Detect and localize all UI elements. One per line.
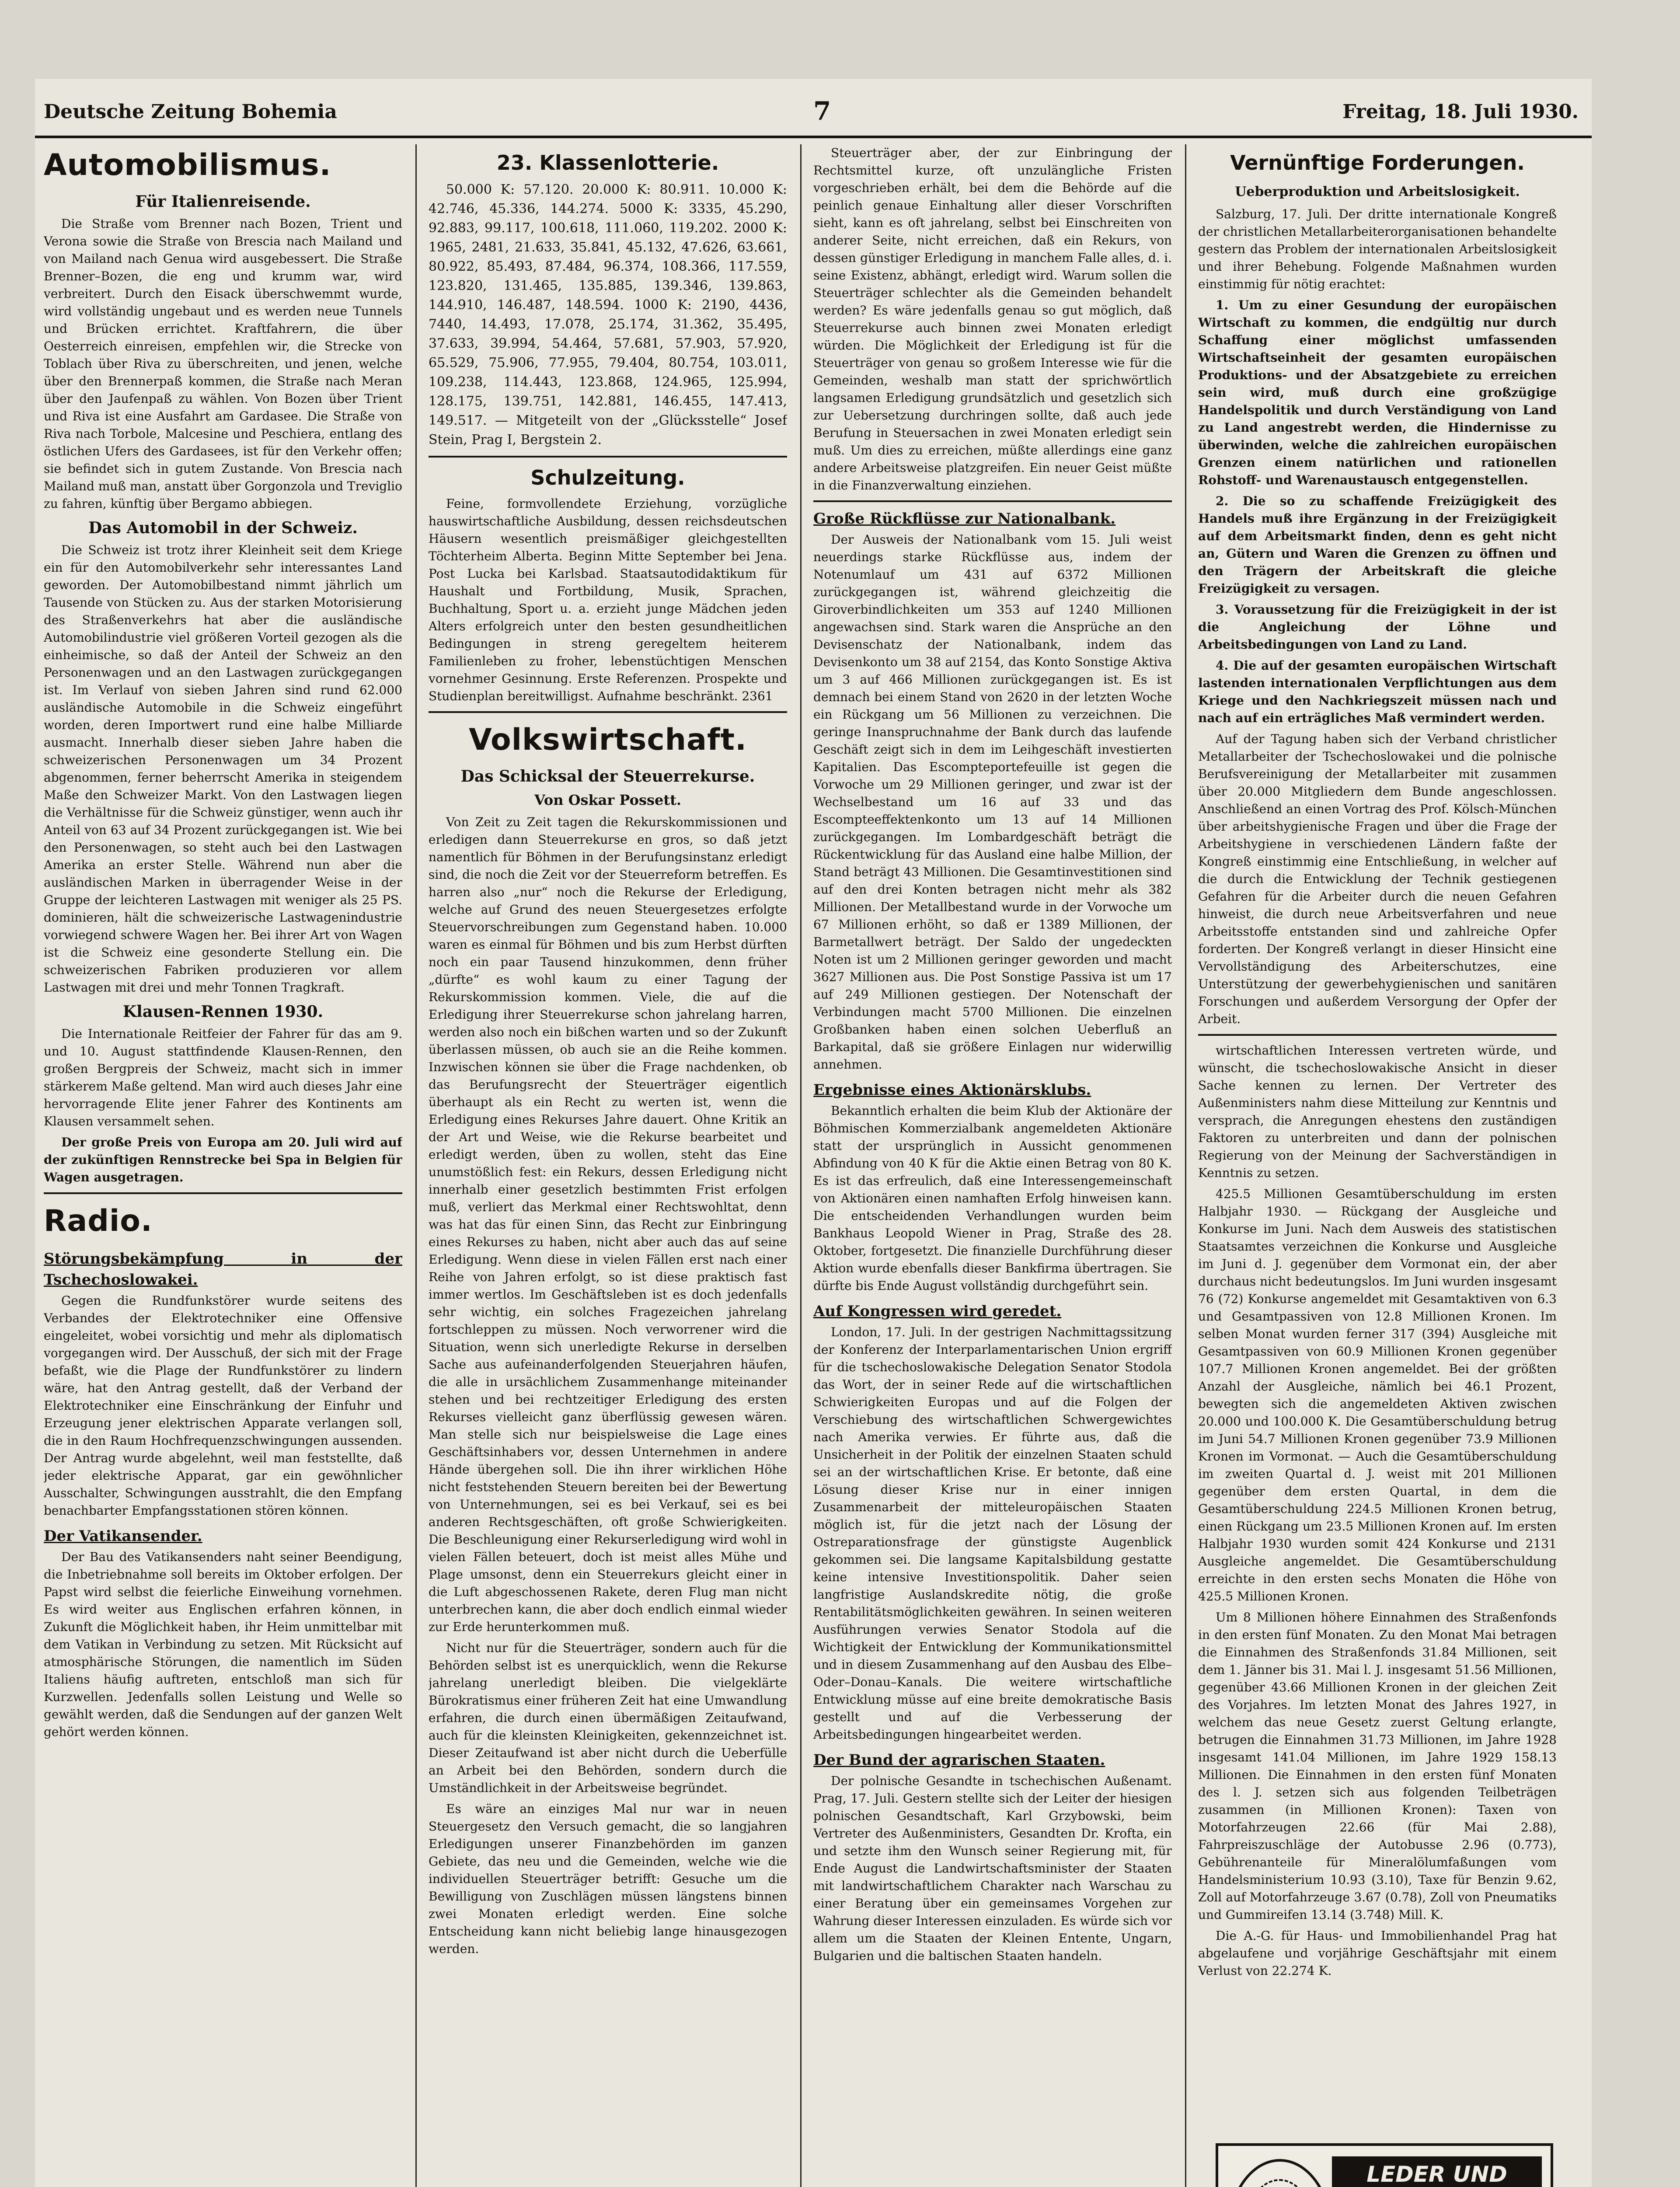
article-heading: Klausen-Rennen 1930. — [122, 1003, 324, 1021]
article-text: Von Zeit zu Zeit tagen die Rekurskommissionen und erledigen dann Steuerrekurse en gros, so daß jetzt namentlich für Böhmen in der Berufungsinstanz erledigt sind, die noch die Zeit vor der Steuerreform betreffen. Es harren also „nur“ noch die Rekurse der Erledigung, welche auf Grund des neuen Steuergesetzes erfolgte Steuervorschreibungen zum Gegenstand haben. 10.000 waren es einmal für Böhmen und bis zum Herbst dürften noch ein paar Tausend hinzukommen, denn früher „dürfte“ es wohl kaum zu einer Tagung der Rekurskommission kommen. Viele, die auf die Erledigung ihrer Steuerrekurse schon jahrelang harren, werden also noch ein bißchen warten und so der Zukunft überlassen müssen, ob auch sie an die Reihe kommen. Inzwischen können sie über die Frage nachdenken, ob das Berufungsrecht der Steuerträger eigentlich überhaupt als ein Recht zu werten ist, wenn die Erledigung eines Rekurses Jahre dauert. Ohne Kritik an der Art und Weise, wie die Rekurse bearbeitet und erledigt werden, üben zu wollen, steht das Eine unumstößlich fest: ein Rekurs, dessen Erledigung nicht innerhalb einer gesetzlich bestimmten Frist erfolgen muß, verliert das Merkmal einer Rechtswohltat, denn was hat das für einen Sinn, das Recht zur Einbringung eines Rekurses zu haben, nicht aber auch das auf seine Erledigung. Wenn diese in vielen Fällen erst nach einer Reihe von Jahren erfolgt, so ist diese praktisch fast immer wertlos. Im Geschäftsleben ist es doch jedenfalls sehr wichtig, ein solches Fragezeichen jahrelang fortschleppen zu müssen. Noch verworrener wird die Situation, wenn sich unerledigte Rekurse in derselben Sache aus aufeinanderfolgenden Steuerjahren häufen, die alle in ursächlichem Zusammenhange miteinander stehen und bei rechtzeitiger Erledigung des ersten Rekurses vielleicht ganz überflüssig gewesen wären. Man stelle sich nur beispielsweise die Lage eines Geschäftsinhabers vor, dessen Unternehmen in andere Hände übergehen soll. Die ihn ihrer wirklichen Höhe nicht feststehenden Steuern bereiten bei der Bewertung von Unternehmungen, sei es bei Verkauf, sei es bei anderen Rechtsgeschäften, oft große Schwierigkeiten. Die Beschleunigung einer Rekurserledigung wird wohl in vielen Fällen beteuert, doch ist meist alles Mühe und Plage umsonst, denn ein Steuerrekurs gleicht einer in die Luft abgeschossenen Rakete, deren Flug man nicht unterbrechen kann, die aber doch endlich einmal wieder zur Erde herunterkommen muß. — [429, 815, 787, 1634]
column-rule — [415, 144, 417, 2187]
article-text: London, 17. Juli. In der gestrigen Nachmittagssitzung der Konferenz der Interparlamentarischen Union ergriff für die tschechoslowakische Delegation Senator Stodola das Wort, der in seiner Rede auf die wirtschaftlichen Schwierigkeiten Europas und auf die Folgen der Verschiebung des wirtschaftlichen Schwergewichtes nach Amerika verwies. Er führte aus, daß die Unsicherheit in der Politik der einzelnen Staaten schuld sei an der wirtschaftlichen Krise. Er betonte, daß eine Lösung dieser Krise nur in einer innigen Zusammenarbeit der mitteleuropäischen Staaten möglich ist, für die jetzt nach der Lösung der Ostreparationsfrage der günstigste Augenblick gekommen sei. Die langsame Kapitalsbildung gestatte keine intensive Investitionspolitik. Daher seien langfristige Auslandskredite nötig, die große Rentabilitätsmöglichkeiten gewähren. In seinen weiteren Ausführungen verwies Senator Stodola auf die Wichtigkeit der Entwicklung der Kommunikationsmittel und in diesem Zusammenhang auf den Ausbau des Elbe–Oder–Donau–Kanals. Die weitere wirtschaftliche Entwicklung müsse auf eine breite demokratische Basis gestellt und auf die Verbesserung der Arbeitsbedingungen hingearbeitet werden. — [813, 1325, 1172, 1742]
column-2 — [429, 144, 787, 2187]
issue-date: Freitag, 18. Juli 1930. — [1342, 101, 1579, 123]
section-divider — [813, 500, 1172, 502]
article-heading: Das Schicksal der Steuerrekurse. — [460, 767, 755, 786]
running-header — [35, 96, 1592, 131]
article-heading: Der Bund der agrarischen Staaten. — [813, 1751, 1105, 1769]
article-text: Die Internationale Reitfeier der Fahrer für das am 9. und 10. August stattfindende Klausen-Rennen, den großen Bergpreis der Schweiz, macht sich in immer stärkerem Maße geltend. Man wird auch dieses Jahr eine hervorragende Elite jener Fahrer des Kontinents am Klausen versammelt sehen. — [44, 1027, 402, 1128]
article-text: Der polnische Gesandte in tschechischen Außenamt. Prag, 17. Juli. Gestern stellte sich der Leiter der hiesigen polnischen Gesandtschaft, Karl Grzybowski, beim Vertreter des Außenministers, Gesandten Dr. Krofta, ein und setzte ihm den Wunsch seiner Regierung mit, für Ende August die Landwirtschaftsminister der Staaten mit landwirtschaftlichem Charakter nach Warschau zu einer Beratung über ein gemeinsames Vorgehen zur Wahrung dieser Interessen einzuladen. Es würde sich vor allem um die Staaten der Kleinen Entente, Ungarn, Bulgarien und die baltischen Staaten handeln. — [813, 1774, 1172, 1963]
section-title-automobilismus: Automobilismus. — [44, 148, 331, 182]
column-rule — [800, 144, 802, 2187]
page-number: 7 — [813, 96, 831, 126]
section-title-radio: Radio. — [44, 1204, 153, 1238]
masthead-name: Deutsche Zeitung Bohemia — [44, 101, 337, 123]
demand-point: 3. Voraussetzung für die Freizügigkeit in der ist die Angleichung der Löhne und Arbeitsbedingungen von Land zu Land. — [1198, 602, 1557, 652]
article-text: Bekanntlich erhalten die beim Klub der Aktionäre der Böhmischen Kommerzialbank angemeldeten Aktionäre statt der ursprünglich in Aussicht genommenen Abfindung von 40 K für die Aktie einen Betrag von 80 K. Es ist das erfreulich, daß eine Interessengemeinschaft von Aktionären einen namhaften Erfolg hinweisen kann. Die entscheidenden Verhandlungen wurden beim Bankhaus Leopold Wiener in Prag, Straße des 28. Oktober, fortgesetzt. Die finanzielle Durchführung dieser Aktion wurde ebenfalls dieser Bankfirma übertragen. Sie dürfte bis Ende August vollständig durchgeführt sein. — [813, 1104, 1172, 1293]
article-text: Die Schweiz ist trotz ihrer Kleinheit seit dem Kriege ein für den Automobilverkehr sehr interessantes Land geworden. Der Automobilbestand nimmt jährlich um Tausende von Stücken zu. Aus der starken Motorisierung des Straßenverkehrs hat aber die ausländische Automobilindustrie viel größeren Vorteil gezogen als die einheimische, so daß der Anteil der Schweiz an den Personenwagen und an den Lastwagen zurückgegangen ist. Im Verlauf von sieben Jahren sind rund 62.000 ausländische Automobile in die Schweiz eingeführt worden, deren Importwert rund eine halbe Milliarde ausmacht. Innerhalb dieser sieben Jahre haben die schweizerischen Personenwagen um 34 Prozent abgenommen, ferner beherrscht Amerika in steigendem Maße den Schweizer Markt. Von den Lastwagen liegen die Verhältnisse für die Schweiz günstiger, wenn auch ihr Anteil von 63 auf 34 Prozent zurückgegangen ist. Wie bei den Personenwagen, so steht auch bei den Lastwagen Amerika an erster Stelle. Während nun aber die ausländischen Marken in überragender Weise in der Gruppe der leichteren Lastwagen mit weniger als 25 PS. dominieren, hält die schweizerische Lastwagenindustrie vorwiegend schwere Wagen her. Bei ihrer Art von Wagen ist die Schweiz eine gesonderte Stellung ein. Die schweizerischen Fabriken produzieren vor allem Lastwagen mit drei und mehr Tonnen Tragkraft. — [44, 543, 402, 995]
school-advertisement: Feine, formvollendete Erziehung, vorzügliche hauswirtschaftliche Ausbildung, dessen reichsdeutschen Häusern wesentlich preismäßiger gleichgestellten Töchterheim Alberta. Beginn Mitte September bei Jena. Post Lucka bei Karlsbad. Staatsautodidaktikum für Haushalt und Fortbildung, Musik, Sprachen, Buchhaltung, Sport u. a. erzieht junge Mädchen jeden Alters erfolgreich unter den besten gesundheitlichen Bedingungen in streng geregeltem heiterem Familienleben zu froher, lebenstüchtigen Menschen vornehmer Gesinnung. Erste Referenzen. Prospekte und Studienplan bereitwilligst. Aufnahme beschränkt. 2361 — [429, 496, 787, 703]
article-text: Die A.-G. für Haus- und Immobilienhandel Prag hat abgelaufene und vorjährige Geschäftsjahr mit einem Verlust von 22.274 K. — [1198, 1928, 1557, 1978]
article-heading: Ergebnisse eines Aktionärsklubs. — [813, 1081, 1091, 1099]
column-4 — [1198, 144, 1557, 2130]
section-divider — [1198, 1034, 1557, 1036]
section-title-schulzeitung: Schulzeitung. — [530, 466, 685, 489]
ad-line: LEDER UND — [1332, 2156, 1542, 2187]
section-divider — [44, 1192, 402, 1194]
header-rule — [35, 136, 1592, 138]
article-heading: Störungsbekämpfung in der Tschechoslowakei. — [44, 1250, 402, 1289]
article-text: Um 8 Millionen höhere Einnahmen des Straßenfonds in den ersten fünf Monaten. Zu den Monat Mai betragen die Einnahmen des Straßenfonds 31.84 Millionen, seit dem 1. Jänner bis 31. Mai l. J. insgesamt 51.56 Millionen, gegenüber 43.66 Millionen Kronen in der gleichen Zeit des Vorjahres. Im letzten Monat des Jahres 1927, in welchem das neue Gesetz zuerst Geltung erlangte, betrugen die Einnahmen 31.73 Millionen, im Jahre 1928 insgesamt 141.04 Millionen, im Jahre 1929 158.13 Millionen. Die Einnahmen in den ersten fünf Monaten des l. J. setzen sich aus folgenden Teilbeträgen zusammen (in Millionen Kronen): Taxen von Motorfahrzeugen 22.66 (für Mai 2.88), Fahrpreiszuschläge der Autobusse 2.96 (0.773), Gebührenanteile für Mineralölumfaßungen vom Handelsministerium 10.93 (3.10), Taxe für Benzin 9.62, Zoll auf Motorfahrzeuge 3.67 (0.78), Zoll von Pneumatiks und Gummireifen 13.14 (3.748) Mill. K. — [1198, 1610, 1557, 1922]
column-1 — [44, 144, 402, 2187]
article-heading: Für Italienreisende. — [135, 192, 311, 211]
article-title: Vernünftige Forderungen. — [1230, 151, 1525, 175]
company-logo — [1227, 2159, 1333, 2187]
section-title-lottery: 23. Klassenlotterie. — [496, 151, 719, 175]
leather-belt-advertisement — [1216, 2143, 1553, 2187]
article-text: Nicht nur für die Steuerträger, sondern auch für die Behörden selbst ist es unerquicklich, wenn die Rekurse jahrelang unerledigt bleiben. Die vielgeklärte Bürokratismus einer früheren Zeit hat eine Umwandlung erfahren, die durch einen übermäßigen Zeitaufwand, auch für die kleinsten Kleinigkeiten, gekennzeichnet ist. Dieser Zeitaufwand ist aber nicht durch die Ueberfülle an Arbeit bei den Behörden, sondern durch die Umständlichkeit in der Arbeitsweise begründet. — [429, 1641, 787, 1795]
article-heading: Auf Kongressen wird geredet. — [813, 1303, 1062, 1320]
article-text: Der Bau des Vatikansenders naht seiner Beendigung, die Inbetriebnahme soll bereits im Oktober erfolgen. Der Papst wird selbst die feierliche Einweihung vornehmen. Es wird weiter aus Englischen erfahren können, in Zukunft die Möglichkeit haben, ihr Heim unmittelbar mit dem Vatikan in Verbindung zu setzen. Mit Rücksicht auf atmosphärische Störungen, die namentlich im Süden Italiens häufig auftreten, entschloß man sich für Kurzwellen. Jedenfalls sollen Leistung und Welle so gewählt werden, daß die Sendungen auf der ganzen Welt gehört werden können. — [44, 1550, 402, 1739]
demand-point: 2. Die so zu schaffende Freizügigkeit des Handels muß ihre Ergänzung in der Freizügigkeit auf dem Arbeitsmarkt finden, denn es geht nicht an, Gütern und Waren die Grenzen zu öffnen und den Trägern der Arbeitskraft die gleiche Freizügigkeit zu versagen. — [1198, 494, 1557, 596]
section-divider — [429, 456, 787, 458]
article-text: 425.5 Millionen Gesamtüberschuldung im ersten Halbjahr 1930. — Rückgang der Ausgleiche und Konkurse im Juni. Nach dem Ausweis des statistischen Staatsamtes verzeichnen die Konkurse und Ausgleiche im Juni d. J. gegenüber dem Vormonat ein, der aber durchaus nicht bedeutungslos. Im Juni wurden insgesamt 76 (72) Konkurse angemeldet mit Gesamtaktiven von 6.3 und Gesamtpassiven von 12.8 Millionen Kronen. Im selben Monat wurden ferner 317 (394) Ausgleiche mit Gesamtpassiven von 60.9 Millionen Kronen gegenüber 107.7 Millionen Kronen angemeldet. Bei der größten Anzahl der Ausgleiche, nämlich bei 46.1 Prozent, bewegten sich die angemeldeten Aktiven zwischen 20.000 und 100.000 K. Die Gesamtüberschuldung betrug im Juni 54.7 Millionen Kronen gegenüber 73.9 Millionen Kronen im Vormonat. — Auch die Gesamtüberschuldung im zweiten Quartal d. J. weist mit 201 Millionen gegenüber dem ersten Quartal, in dem die Gesamtüberschuldung 224.5 Millionen Kronen betrug, einen Rückgang um 23.5 Millionen Kronen auf. Im ersten Halbjahr 1930 wurden somit 424 Konkurse und 2131 Ausgleiche angemeldet. Die Gesamtüberschuldung erreichte in den ersten sechs Monaten die Höhe von 425.5 Millionen Kronen. — [1198, 1187, 1557, 1604]
article-text: Steuerträger aber, der zur Einbringung der Rechtsmittel kurze, oft unzulängliche Fristen vorgeschrieben erhält, bei dem die Behörde auf die peinlich genaue Einhaltung aller dieser Vorschriften sieht, kann es oft jahrelang, selbst bei Einschreiten von anderer Seite, nicht erreichen, daß ein Rekurs, von dessen günstiger Erledigung in manchem Falle alles, d. i. seine Existenz, abhängt, erledigt wird. Warum sollen die Steuerträger schlechter als die Gemeinden behandelt werden? Es wäre jedenfalls genau so gut möglich, daß Steuerrekurse auch binnen zwei Monaten erledigt würden. Die Möglichkeit der Erledigung ist für die Steuerträger von genau so großem Interesse wie für die Gemeinden, weshalb man statt der sprichwörtlich langsamen Erledigung grundsätzlich und gesetzlich sich zur Uebersetzung durchringen sollte, daß auch jede Berufung in Steuersachen in zwei Monaten erledigt sein muß. Um dies zu erreichen, müßte allerdings eine ganz andere Arbeitsweise platzgreifen. Ein neuer Geist müßte in die Finanzverwaltung einziehen. — [813, 146, 1172, 493]
column-rule — [1185, 144, 1186, 2187]
article-text: wirtschaftlichen Interessen vertreten würde, und wünscht, die tschechoslowakische Ansicht in dieser Sache kennen zu lernen. Der Vertreter des Außenministers nahm diese Mitteilung zur Kenntnis und versprach, die Anregungen ehestens den zuständigen Faktoren zu unterbreiten und dann der polnischen Regierung von der Meinung der Sachverständigen in Kenntnis zu setzen. — [1198, 1043, 1557, 1180]
lottery-results: 50.000 K: 57.120. 20.000 K: 80.911. 10.000 K: 42.746, 45.336, 144.274. 5000 K: 3335, 45.290, 92.883, 99.117, 100.618, 111.060, 119.202. 2000 K: 1965, 2481, 21.633, 35.841, 45.132, 47.626, 63.661, 80.922, 85.493, 87.484, 96.374, 108.366, 117.559, 123.820, 131.465, 135.885, 139.346, 139.863, 144.910, 146.487, 148.594. 1000 K: 2190, 4436, 7440, 14.493, 17.078, 25.174, 31.362, 35.495, 37.633, 39.994, 54.464, 57.681, 57.903, 57.920, 65.529, 75.906, 77.955, 79.404, 80.754, 103.011, 109.238, 114.443, 123.868, 124.965, 125.994, 128.175, 139.751, 142.881, 146.455, 147.413, 149.517. — Mitgeteilt von der „Glücksstelle“ Josef Stein, Prag I, Bergstein 2. — [429, 182, 787, 447]
demand-point: 1. Um zu einer Gesundung der europäischen Wirtschaft zu kommen, die endgültig nur durch Schaffung einer möglichst umfassenden Wirtschaftseinheit der gesamten europäischen Produktions- und der Absatzgebiete zu erreichen sein wird, muß durch eine großzügige Handelspolitik und durch Verständigung von Land zu Land angestrebt werden, die Hindernisse zu überwinden, welche die zahlreichen europäischen Grenzen einem natürlichen und rationellen Rohstoff- und Warenaustausch entgegenstellen. — [1198, 298, 1557, 487]
section-divider — [429, 711, 787, 713]
article-subtitle: Ueberproduktion und Arbeitslosigkeit. — [1235, 184, 1520, 199]
newspaper-page — [35, 79, 1592, 2187]
article-text: Der große Preis von Europa am 20. Juli wird auf der zukünftigen Rennstrecke bei Spa in Belgien für Wagen ausgetragen. — [44, 1135, 402, 1184]
article-heading: Große Rückflüsse zur Nationalbank. — [813, 510, 1116, 528]
article-text: Auf der Tagung haben sich der Verband christlicher Metallarbeiter der Tschechoslowakei und die polnische Berufsvereinigung der Metallarbeiter mit zusammen über 20.000 Mitgliedern dem Bunde angeschlossen. Anschließend an einen Vortrag des Prof. Kölsch-München über arbeitshygienische Fragen und über die Frage der Arbeitshygiene in verschiedenen Ländern faßte der Kongreß einstimmig eine Entschließung, in welcher auf die durch die Entwicklung der Technik gestiegenen Gefahren für die Arbeiter durch die neuen Gefahren hinweist, die durch neue Arbeitsverfahren und neue Arbeitsstoffe entstanden sind und zahlreiche Opfer forderten. Der Kongreß verlangt in dieser Hinsicht eine Vervollständigung des Arbeiterschutzes, eine Unterstützung der gewerbehygienischen und sanitären Forschungen und außerdem Versorgung der Opfer der Arbeit. — [1198, 732, 1557, 1026]
article-heading: Das Automobil in der Schweiz. — [88, 519, 358, 537]
demand-point: 4. Die auf der gesamten europäischen Wirtschaft lastenden internationalen Verpflichtungen aus dem Kriege und den Nachkriegszeit müssen nach und nach auf ein erträgliches Maß vermindert werden. — [1198, 658, 1557, 725]
article-text: Gegen die Rundfunkstörer wurde seitens des Verbandes der Elektrotechniker eine Offensive eingeleitet, wobei vorsichtig und mehr als diplomatisch vorgegangen wird. Der Ausschuß, der sich mit der Frage befaßt, wie die Plage der Rundfunkstörer zu lindern wäre, hat den Antrag gestellt, daß der Verband der Elektrotechniker eine Einschränkung der Einfuhr und Erzeugung jener elektrischen Apparate verlangen soll, die in den Raum Hochfrequenzschwingungen aussenden. Der Antrag wurde abgelehnt, weil man feststellte, daß jeder elektrische Apparat, gar ein gewöhnlicher Ausschalter, Schwingungen ausstrahlt, die den Empfang benachbarter Empfangsstationen stören können. — [44, 1293, 402, 1518]
article-text: Der Ausweis der Nationalbank vom 15. Juli weist neuerdings starke Rückflüsse aus, indem der Notenumlauf um 431 auf 6372 Millionen zurückgegangen ist, während gleichzeitig die Giroverbindlichkeiten um 353 auf 1240 Millionen angewachsen sind. Stark waren die Ansprüche an den Devisenschatz der Nationalbank, indem das Devisenkonto um 38 auf 2154, das Konto Sonstige Aktiva um 3 auf 466 Millionen zurückgegangen ist. Es ist demnach bei einem Stand von 2620 in der letzten Woche ein Rückgang um 56 Millionen zu verzeichnen. Die geringe Inanspruchnahme der Bank durch das laufende Geschäft zeigt sich in dem im Leihgeschäft investierten Kapitalien. Das Escompteportefeuille ist gegen die Vorwoche um 29 Millionen geringer, und zwar ist der Wechselbestand um 16 auf 33 und das Escompteeffektenkonto um 13 auf 14 Millionen zurückgegangen. Im Lombardgeschäft beträgt die Rückentwicklung für das Ausland eine halbe Million, der Stand beträgt 43 Millionen. Die Gesamtinvestitionen sind auf den drei Konten betragen nicht mehr als 382 Millionen. Der Metallbestand wurde in der Vorwoche um 67 Millionen erhöht, so daß er 1389 Millionen, der Barmetallwert beträgt. Der Saldo der ungedeckten Noten ist um 2 Millionen geringer geworden und macht 3627 Millionen aus. Die Post Sonstige Passiva ist um 17 auf 249 Millionen gestiegen. Der Notenschaft der Verbindungen macht 5700 Millionen. Die einzelnen Großbanken haben einen solchen Ueberfluß an Barkapital, daß sie größere Einlagen nur widerwillig annehmen. — [813, 532, 1172, 1072]
column-3 — [813, 144, 1172, 2187]
article-text: Die Straße vom Brenner nach Bozen, Trient und Verona sowie die Straße von Brescia nach Mailand und von Mailand nach Genua wird ausgebessert. Die Straße Brenner–Bozen, die eng und krumm war, wird verbreitert. Durch den Eisack überschwemmt wurde, wird vollständig ungebaut und es werden neue Tunnels und Brücken errichtet. Kraftfahrern, die über Oesterreich einreisen, empfehlen wir, die Strecke von Toblach über Riva zu überschreiten, und jenen, welche über den Brennerpaß kommen, die Straße nach Meran über den Jaufenpaß zu wählen. Von Bozen über Trient und Riva ist eine Ausfahrt am Gardasee. Die Straße von Riva nach Torbole, Malcesine und Peschiera, entlang des östlichen Ufers des Gardasees, ist für den Verkehr offen; sie befindet sich in gutem Zustande. Von Brescia nach Mailand muß man, anstatt über Gorgonzola und Treviglio zu fahren, künftig über Bergamo abbiegen. — [44, 217, 402, 511]
article-text: Salzburg, 17. Juli. Der dritte internationale Kongreß der christlichen Metallarbeiterorganisationen behandelte gestern das Problem der internationalen Arbeitslosigkeit und ihrer Behebung. Folgende Maßnahmen wurden einstimmig für nötig erachtet: — [1198, 207, 1557, 291]
article-byline: Von Oskar Possett. — [534, 792, 682, 808]
article-text: Es wäre an einziges Mal nur war in neuen Steuergesetz den Versuch gemacht, die so langjahren Erledigungen unserer Finanzbehörden im ganzen Gebiete, das neu und die Gemeinden, welche wie die individuellen Steuerträger betrifft: Gesuche um die Bewilligung von Zuschlägen müssen längstens binnen zwei Monaten erledigt werden. Eine solche Entscheidung kann nicht beliebig lange hinausgezogen werden. — [429, 1802, 787, 1956]
section-title-volkswirtschaft: Volkswirtschaft. — [469, 723, 747, 757]
article-heading: Der Vatikansender. — [44, 1527, 202, 1545]
